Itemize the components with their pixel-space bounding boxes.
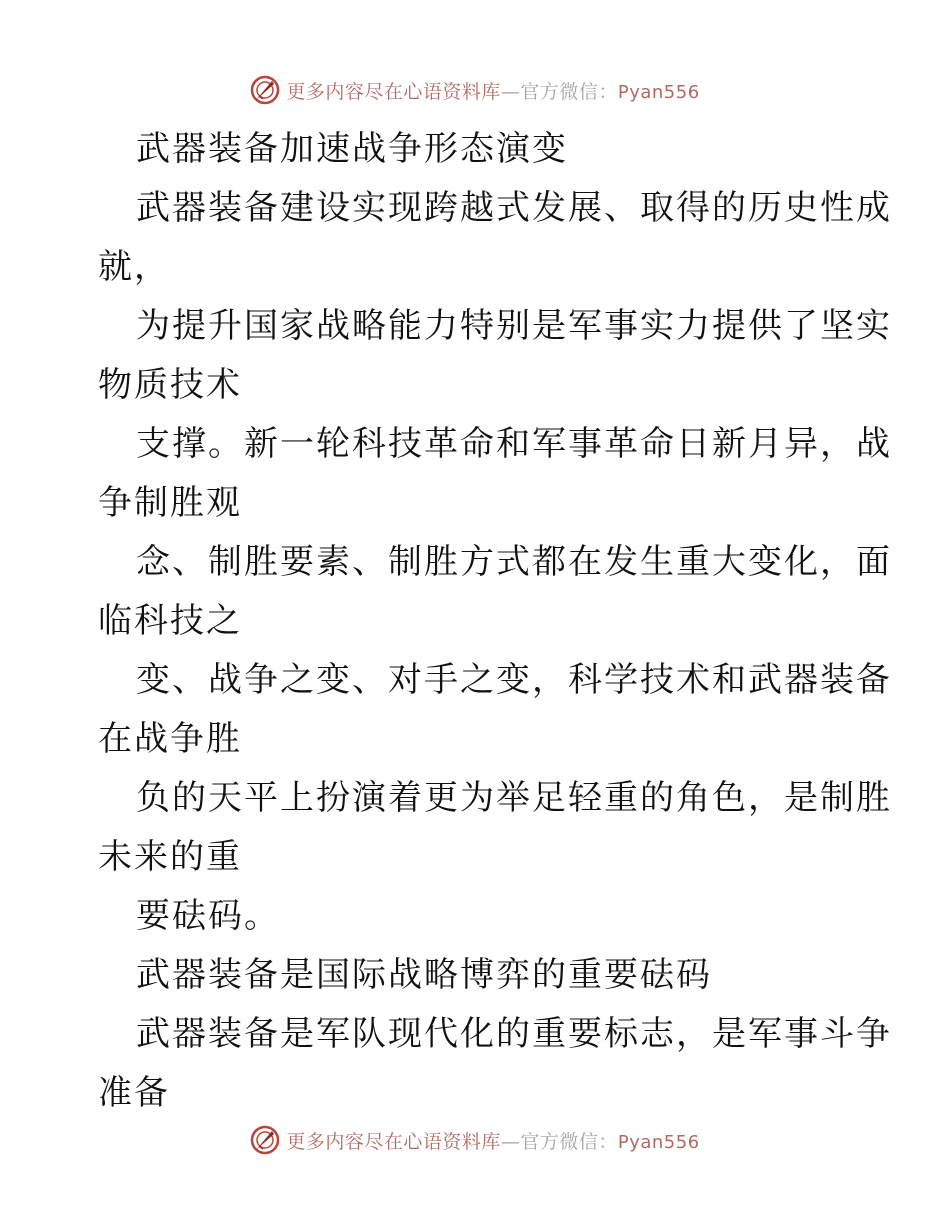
paragraph-line: 在战争胜 [98, 719, 242, 759]
paragraph-line: 要砝码。 [136, 896, 280, 936]
paragraph-line: 为提升国家战略能力特别是军事实力提供了坚实 [136, 306, 892, 346]
paragraph-line: 武器装备建设实现跨越式发展、取得的历史性成 [136, 188, 892, 228]
paragraph-line: 争制胜观 [98, 483, 242, 523]
paragraph-line: 变、战争之变、对手之变，科学技术和武器装备 [136, 660, 892, 700]
header-watermark [0, 70, 950, 110]
section-heading: 武器装备加速战争形态演变 [136, 129, 568, 169]
document-body [98, 120, 892, 1123]
watermark-text: 更多内容尽在心语资料库—官方微信：Pyan556 [286, 80, 700, 103]
section-heading: 武器装备是国际战略博弈的重要砝码 [136, 955, 712, 995]
paragraph-line: 念、制胜要素、制胜方式都在发生重大变化，面 [136, 542, 892, 582]
watermark-text: 更多内容尽在心语资料库—官方微信：Pyan556 [286, 1130, 700, 1153]
footer-watermark [0, 1120, 950, 1160]
quill-logo-icon [250, 75, 280, 105]
paragraph-line: 就， [98, 247, 170, 287]
paragraph-line: 未来的重 [98, 837, 242, 877]
paragraph-line: 支撑。新一轮科技革命和军事革命日新月异，战 [136, 424, 892, 464]
paragraph-line: 武器装备是军队现代化的重要标志，是军事斗争 [136, 1014, 892, 1054]
paragraph-line: 物质技术 [98, 365, 242, 405]
quill-logo-icon [250, 1125, 280, 1155]
paragraph-line: 准备 [98, 1073, 170, 1113]
paragraph-line: 临科技之 [98, 601, 242, 641]
paragraph-line: 负的天平上扮演着更为举足轻重的角色，是制胜 [136, 778, 892, 818]
